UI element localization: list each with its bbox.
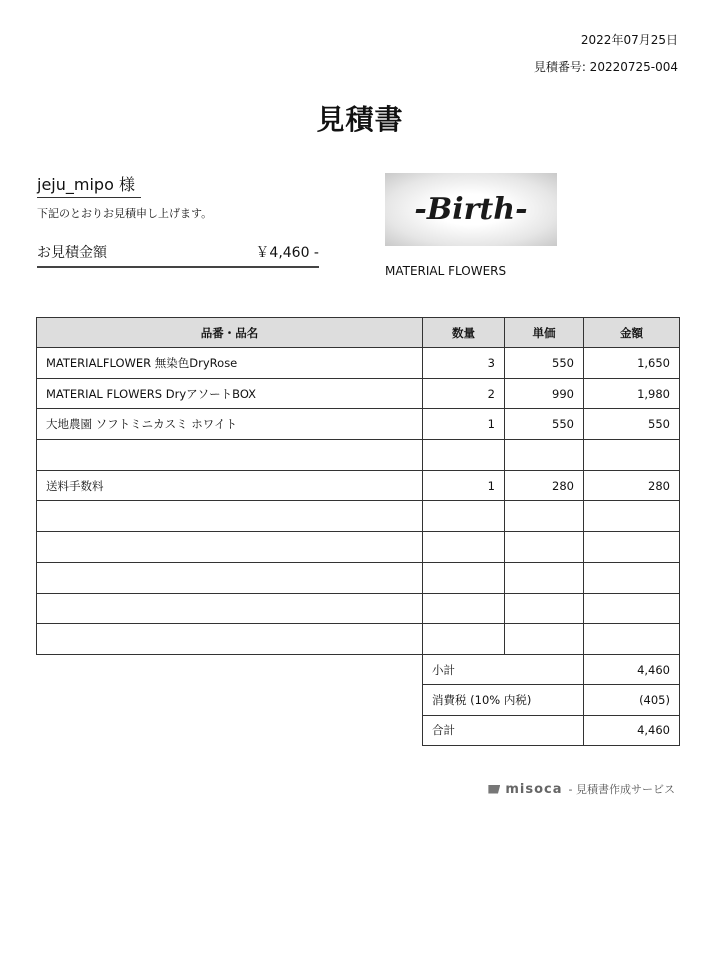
- header-name: 品番・品名: [37, 318, 423, 348]
- item-name: [37, 593, 423, 624]
- item-qty: [423, 532, 505, 563]
- item-amount: [584, 593, 680, 624]
- item-price: [505, 501, 584, 532]
- table-row: [37, 348, 680, 379]
- item-name: [37, 440, 423, 471]
- tax-row: [423, 685, 680, 715]
- item-qty: [423, 562, 505, 593]
- table-row: [37, 470, 680, 501]
- item-name: 送料手数料: [37, 470, 423, 501]
- quote-amount-label: お見積金額: [37, 245, 107, 261]
- item-qty: [423, 501, 505, 532]
- item-qty: [423, 593, 505, 624]
- company-logo: [385, 173, 557, 246]
- table-row: [37, 409, 680, 440]
- item-price: 550: [505, 409, 584, 440]
- item-price: 990: [505, 378, 584, 409]
- quote-amount-value: ￥4,460 -: [255, 245, 319, 261]
- item-qty: [423, 440, 505, 471]
- item-amount: [584, 532, 680, 563]
- table-row: [37, 532, 680, 563]
- tax-label: 消費税 (10% 内税): [423, 685, 584, 715]
- item-amount: 550: [584, 409, 680, 440]
- item-name: MATERIAL FLOWERS DryアソートBOX: [37, 378, 423, 409]
- item-amount: [584, 501, 680, 532]
- total-row: [423, 715, 680, 745]
- item-qty: 3: [423, 348, 505, 379]
- item-amount: 1,980: [584, 378, 680, 409]
- table-row: [37, 501, 680, 532]
- page-title: 見積書: [316, 103, 404, 136]
- item-name: 大地農園 ソフトミニカスミ ホワイト: [37, 409, 423, 440]
- table-row: [37, 593, 680, 624]
- item-price: [505, 562, 584, 593]
- total-label: 合計: [423, 715, 584, 745]
- subtotal-label: 小計: [423, 655, 584, 685]
- header-price: 単価: [505, 318, 584, 348]
- totals-table: [422, 654, 680, 746]
- footer-credit: [488, 781, 675, 797]
- item-name: [37, 624, 423, 655]
- item-amount: [584, 440, 680, 471]
- item-name: MATERIALFLOWER 無染色DryRose: [37, 348, 423, 379]
- header-qty: 数量: [423, 318, 505, 348]
- item-name: [37, 501, 423, 532]
- item-amount: [584, 562, 680, 593]
- item-price: [505, 440, 584, 471]
- item-amount: 1,650: [584, 348, 680, 379]
- quote-number: 見積番号: 20220725-004: [533, 60, 678, 74]
- table-header-row: [37, 318, 680, 348]
- issue-date: 2022年07月25日: [580, 33, 678, 47]
- misoca-logo-icon: [488, 785, 500, 794]
- item-price: 550: [505, 348, 584, 379]
- total-value: 4,460: [584, 715, 680, 745]
- table-row: [37, 440, 680, 471]
- item-qty: 1: [423, 409, 505, 440]
- logo-text: -Birth-: [414, 192, 528, 227]
- item-price: [505, 593, 584, 624]
- item-price: 280: [505, 470, 584, 501]
- table-row: [37, 624, 680, 655]
- item-amount: 280: [584, 470, 680, 501]
- item-name: [37, 532, 423, 563]
- item-name: [37, 562, 423, 593]
- items-table: [36, 317, 680, 655]
- item-qty: 1: [423, 470, 505, 501]
- item-price: [505, 624, 584, 655]
- item-price: [505, 532, 584, 563]
- recipient-name: jeju_mipo 様: [37, 172, 141, 198]
- table-row: [37, 378, 680, 409]
- footer-service: - 見積書作成サービス: [568, 783, 675, 796]
- item-amount: [584, 624, 680, 655]
- item-qty: 2: [423, 378, 505, 409]
- header-amount: 金額: [584, 318, 680, 348]
- subtotal-row: [423, 655, 680, 685]
- quote-amount-row: [37, 242, 319, 268]
- item-qty: [423, 624, 505, 655]
- footer-brand: misoca: [505, 781, 563, 797]
- subtotal-value: 4,460: [584, 655, 680, 685]
- table-row: [37, 562, 680, 593]
- company-name: MATERIAL FLOWERS: [385, 264, 507, 278]
- intro-text: 下記のとおりお見積申し上げます。: [37, 207, 213, 220]
- tax-value: (405): [584, 685, 680, 715]
